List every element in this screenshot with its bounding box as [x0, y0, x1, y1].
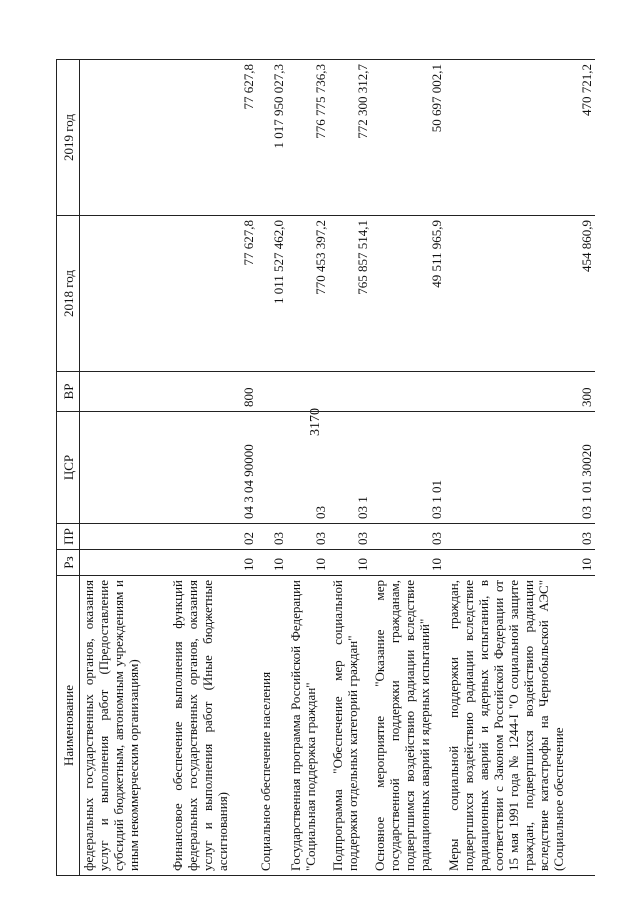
header-csr: ЦСР — [57, 412, 80, 524]
row-2019: 776 775 736,3 — [287, 60, 329, 216]
row-2019: 50 697 002,1 — [371, 60, 445, 216]
row-rz: 10 — [287, 550, 329, 576]
row-name: Подпрограмма "Обеспечение мер социальной поддержки отдельных категорий граждан" — [329, 576, 371, 876]
table-row — [169, 60, 257, 876]
page-number: 3170 — [308, 408, 323, 436]
row-name: Основное мероприятие "Оказание мер государственной поддержки гражданам, подвергшимся воздействию радиации вследствие радиационных аварий и ядерных испытаний" — [371, 576, 445, 876]
budget-table — [56, 59, 595, 876]
row-name: Государственная программа Российской Федерации "Социальная поддержка граждан" — [287, 576, 329, 876]
row-vr — [371, 372, 445, 412]
table-row — [445, 60, 595, 876]
row-vr — [329, 372, 371, 412]
header-pr: ПР — [57, 524, 80, 550]
row-csr: 04 3 04 90000 — [169, 412, 257, 524]
table-row — [80, 60, 169, 876]
row-csr — [80, 412, 169, 524]
row-name: федеральных государственных органов, оказания услуг и выполнения работ (Предоставление субсидий бюджетным, автономным учреждениям и иным некоммерческим организациям) — [80, 576, 169, 876]
row-csr: 03 1 01 30020 — [445, 412, 595, 524]
row-2019: 77 627,8 — [169, 60, 257, 216]
header-name: Наименование — [57, 576, 80, 876]
row-name: Социальное обеспечение населения — [257, 576, 287, 876]
row-pr: 03 — [329, 524, 371, 550]
row-vr: 300 — [445, 372, 595, 412]
row-pr: 03 — [445, 524, 595, 550]
table-header-row — [57, 60, 80, 876]
row-csr: 03 — [287, 412, 329, 524]
row-csr — [257, 412, 287, 524]
row-pr: 03 — [371, 524, 445, 550]
row-rz — [80, 550, 169, 576]
table-row — [257, 60, 287, 876]
row-rz: 10 — [169, 550, 257, 576]
header-2019: 2019 год — [57, 60, 80, 216]
header-2018: 2018 год — [57, 216, 80, 372]
row-2019: 772 300 312,7 — [329, 60, 371, 216]
row-2018: 77 627,8 — [169, 216, 257, 372]
header-rz: Рз — [57, 550, 80, 576]
row-2018: 765 857 514,1 — [329, 216, 371, 372]
row-vr — [287, 372, 329, 412]
row-csr: 03 1 — [329, 412, 371, 524]
row-name: Финансовое обеспечение выполнения функций федеральных государственных органов, оказания услуг и выполнения работ (Иные бюджетные ассигнования) — [169, 576, 257, 876]
row-vr — [80, 372, 169, 412]
table-row — [371, 60, 445, 876]
row-vr: 800 — [169, 372, 257, 412]
row-rz: 10 — [371, 550, 445, 576]
row-pr — [80, 524, 169, 550]
row-vr — [257, 372, 287, 412]
table-row — [329, 60, 371, 876]
row-2019: 1 017 950 027,3 — [257, 60, 287, 216]
row-rz: 10 — [257, 550, 287, 576]
row-2018: 770 453 397,2 — [287, 216, 329, 372]
header-vr: ВР — [57, 372, 80, 412]
row-pr: 02 — [169, 524, 257, 550]
row-rz: 10 — [445, 550, 595, 576]
table-row — [287, 60, 329, 876]
row-rz: 10 — [329, 550, 371, 576]
budget-table-container — [56, 60, 594, 876]
row-2019: 470 721,2 — [445, 60, 595, 216]
row-csr: 03 1 01 — [371, 412, 445, 524]
row-2018 — [80, 216, 169, 372]
row-pr: 03 — [287, 524, 329, 550]
row-name: Меры социальной поддержки граждан, подвергшихся воздействию радиации вследствие радиационных аварий и ядерных испытаний, в соответствии с Законом Российской Федерации от 15 мая 1991 года № 1244-I "О социальной защите граждан, подвергшихся воздействию радиации вследствие катастрофы на Чернобыльской АЭС" (Социальное обеспечение — [445, 576, 595, 876]
row-pr: 03 — [257, 524, 287, 550]
row-2018: 49 511 965,9 — [371, 216, 445, 372]
row-2018: 454 860,9 — [445, 216, 595, 372]
row-2018: 1 011 527 462,0 — [257, 216, 287, 372]
row-2019 — [80, 60, 169, 216]
